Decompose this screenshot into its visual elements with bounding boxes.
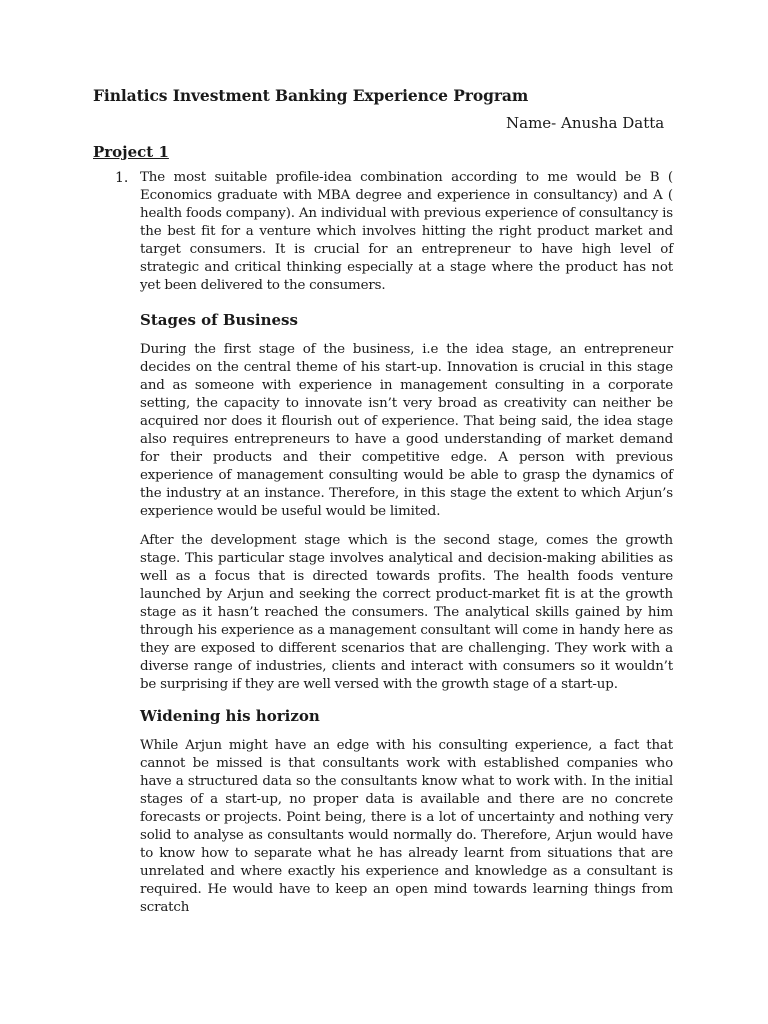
list-item-content (140, 169, 673, 917)
stages-paragraph-2: After the development stage which is the second stage, comes the growth stage. This particular stage involves analytical and decision-making abilities as well as a focus that is directed towards profits. The health foods venture launched by Arjun and seeking the correct product-market fit is at the growth stage as it hasn’t reached the consumers. The analytical skills gained by him through his experience as a management consultant will come in handy here as they are exposed to different scenarios that are challenging. They work with a diverse range of industries, clients and interact with consumers so it wouldn’t be surprising if they are well versed with the growth stage of a start-up. (140, 533, 673, 692)
document-title: Finlatics Investment Banking Experience Program (93, 86, 529, 105)
widening-paragraph: While Arjun might have an edge with his consulting experience, a fact that cannot be missed is that consultants work with established companies who have a structured data so the consultants know what to work with. In the initial stages of a start-up, no proper data is available and there are no concrete forecasts or projects. Point being, there is a lot of uncertainty and nothing very solid to analyse as consultants would normally do. Therefore, Arjun would have to know how to separate what he has already learnt from situations that are unrelated and where exactly his experience and knowledge as a consultant is required. He would have to keep an open mind towards learning things from scratch (140, 738, 673, 915)
project-heading: Project 1 (93, 143, 169, 161)
section-heading-widening: Widening his horizon (140, 707, 320, 725)
stages-paragraph-1: During the first stage of the business, i.e the idea stage, an entrepreneur decides on the central theme of his start-up. Innovation is crucial in this stage and as someone with experience in management consulting in a corporate setting, the capacity to innovate isn’t very broad as creativity can neither be acquired nor does it flourish out of experience. That being said, the idea stage also requires entrepreneurs to have a good understanding of market demand for their products and their competitive edge. A person with previous experience of management consulting would be able to grasp the dynamics of the industry at an instance. Therefore, in this stage the extent to which Arjun’s experience would be useful would be limited. (140, 342, 673, 519)
list-number: 1. (115, 170, 129, 186)
intro-paragraph: The most suitable profile-idea combination according to me would be B ( Economics graduate with MBA degree and experience in consultancy) and A ( health foods company). An individual with previous experience of consultancy is the best fit for a venture which involves hitting the right product market and target consumers. It is crucial for an entrepreneur to have high level of strategic and critical thinking especially at a stage where the product has not yet been delivered to the consumers. (140, 170, 673, 293)
section-heading-stages: Stages of Business (140, 311, 298, 329)
author-name: Name- Anusha Datta (506, 114, 665, 132)
